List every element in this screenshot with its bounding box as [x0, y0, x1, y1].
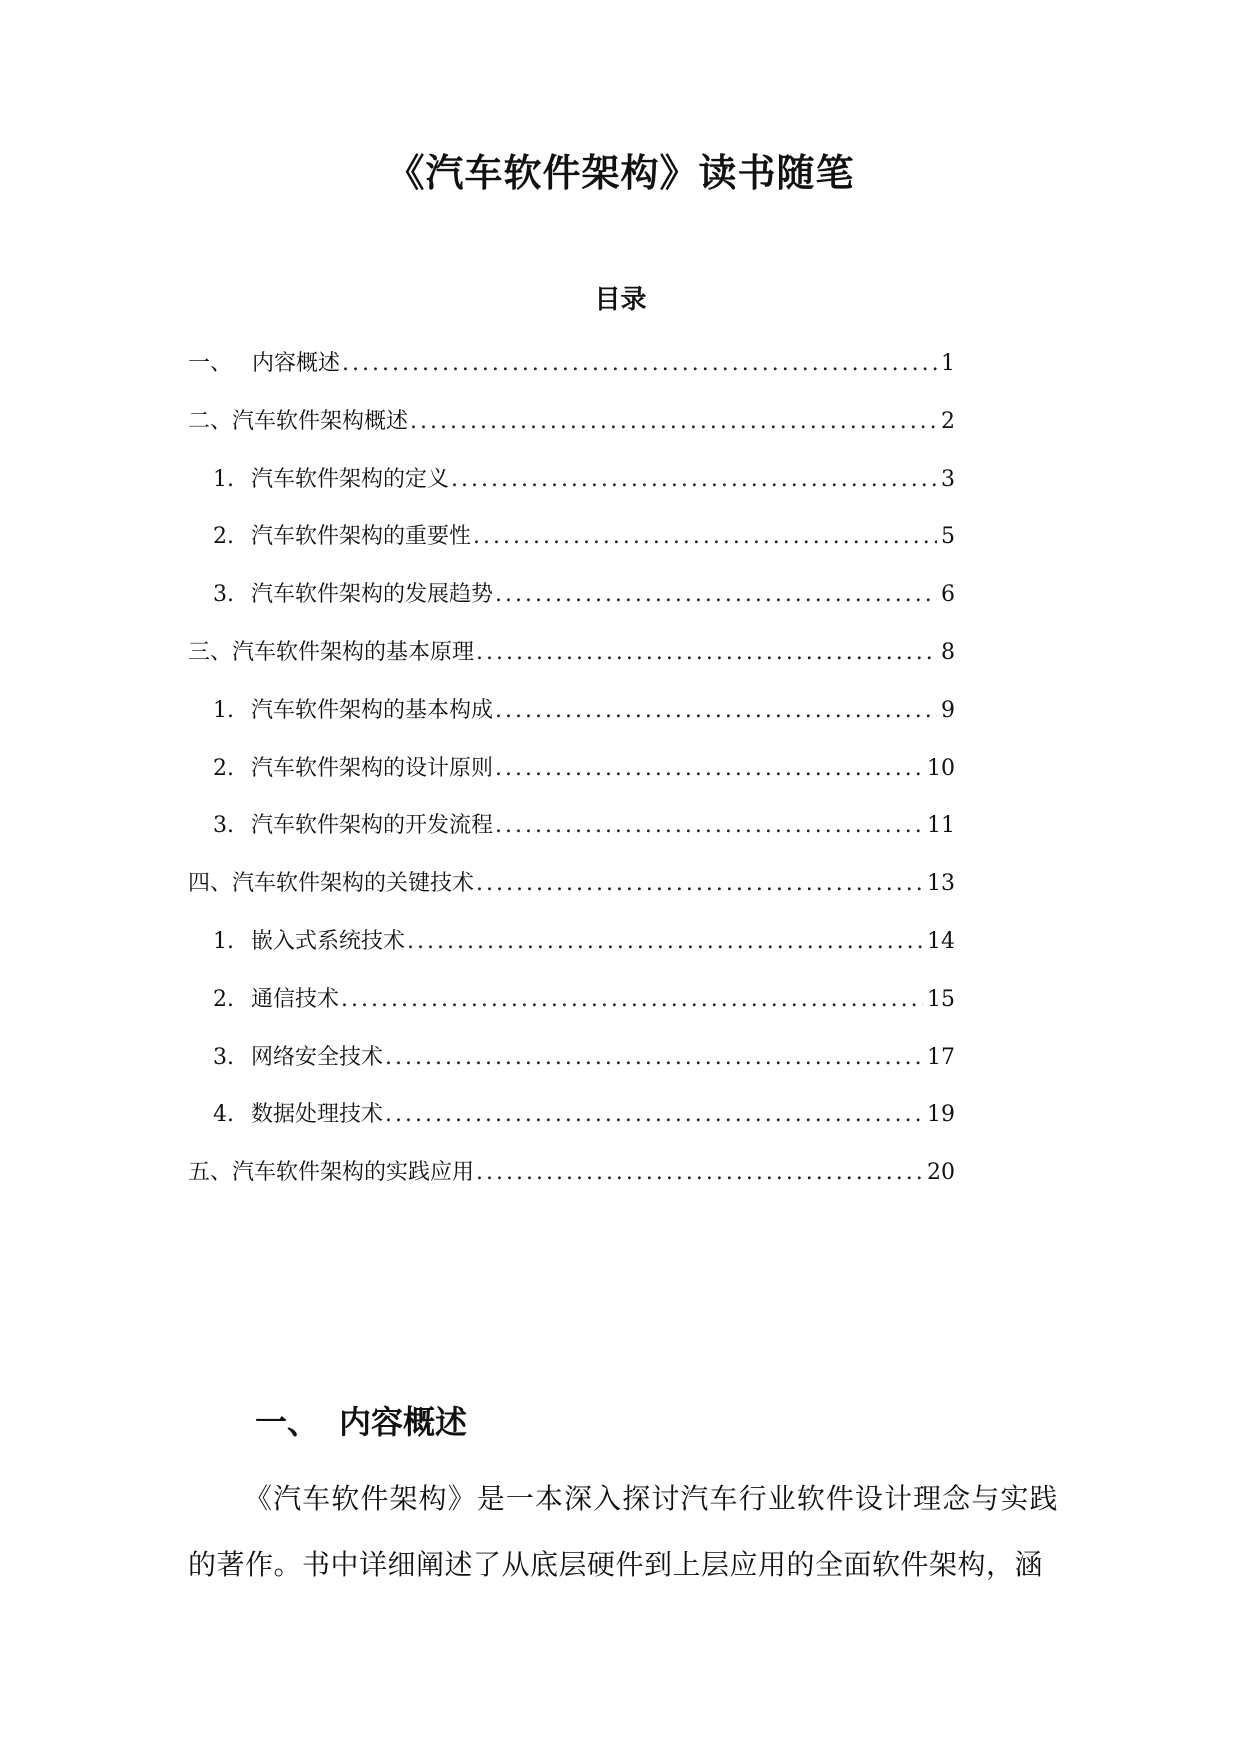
toc-entry-page: 5	[941, 524, 955, 549]
toc-entry-page: 20	[927, 1160, 955, 1185]
toc-entry-page: 3	[941, 467, 955, 492]
toc-dot-leader	[473, 520, 937, 554]
toc-dot-leader	[410, 405, 937, 439]
toc-entry-number: 2.	[213, 756, 234, 781]
toc-dot-leader	[495, 578, 937, 612]
toc-entry-page: 14	[927, 929, 955, 954]
toc-entry-text: 汽车软件架构的重要性	[251, 524, 472, 549]
toc-entry-number: 三、	[188, 640, 233, 665]
toc-entry-number: 二、	[188, 409, 233, 434]
body-paragraph: 《汽车软件架构》是一本深入探讨汽车行业软件设计理念与实践的著作。书中详细阐述了从底层硬件到上层应用的全面软件架构，涵	[188, 1482, 1058, 1581]
toc-entry-page: 19	[927, 1102, 955, 1127]
section-heading	[255, 1400, 467, 1444]
toc-entry-number: 2.	[213, 987, 234, 1012]
toc-entry-page: 8	[941, 640, 955, 665]
toc-heading: 目录	[594, 285, 647, 315]
toc-entry-page: 17	[927, 1045, 955, 1070]
toc-dot-leader	[476, 867, 923, 901]
toc-entry[interactable]	[213, 1041, 955, 1075]
toc-entry-number: 3.	[213, 1045, 234, 1070]
toc-entry-page: 15	[927, 987, 955, 1012]
toc-entry-number: 1.	[213, 929, 234, 954]
toc-dot-leader	[495, 694, 937, 728]
toc-dot-leader	[385, 1041, 923, 1075]
toc-entry-text: 通信技术	[251, 987, 340, 1012]
section-number: 一、	[255, 1403, 320, 1441]
toc-entry[interactable]	[188, 405, 955, 439]
toc-dot-leader	[495, 809, 923, 843]
toc-dot-leader	[342, 347, 937, 381]
toc-entry[interactable]	[213, 520, 955, 554]
toc-dot-leader	[451, 463, 937, 497]
toc-entry[interactable]	[188, 347, 955, 381]
toc-entry[interactable]	[213, 578, 955, 612]
toc-entry-text: 网络安全技术	[251, 1045, 384, 1070]
toc-entry[interactable]	[213, 752, 955, 786]
document-title: 《汽车软件架构》读书随笔	[386, 150, 855, 195]
toc-entry-number: 2.	[213, 524, 234, 549]
toc-entry-page: 1	[941, 351, 955, 376]
toc-entry-text: 数据处理技术	[251, 1102, 384, 1127]
toc-entry-number: 1.	[213, 698, 234, 723]
toc-entry-number: 一、	[188, 351, 233, 376]
toc-entry[interactable]	[213, 1098, 955, 1132]
toc-entry-number: 4.	[213, 1102, 234, 1127]
toc-entry-page: 9	[941, 698, 955, 723]
toc-entry-text: 汽车软件架构的发展趋势	[251, 582, 494, 607]
toc-entry-number: 四、	[188, 871, 233, 896]
toc-dot-leader	[476, 636, 937, 670]
toc-dot-leader	[341, 983, 923, 1017]
toc-entry-page: 11	[927, 813, 955, 838]
toc-entry[interactable]	[213, 809, 955, 843]
toc-entry-text: 汽车软件架构的基本构成	[251, 698, 494, 723]
toc-entry-text: 汽车软件架构概述	[232, 409, 409, 434]
toc-entry-page: 13	[927, 871, 955, 896]
toc-entry[interactable]	[213, 694, 955, 728]
toc-entry-text: 汽车软件架构的关键技术	[232, 871, 475, 896]
toc-entry-text: 汽车软件架构的基本原理	[232, 640, 475, 665]
toc-entry[interactable]	[213, 925, 955, 959]
toc-dot-leader	[407, 925, 923, 959]
toc-dot-leader	[476, 1156, 923, 1190]
toc-entry-number: 3.	[213, 582, 234, 607]
toc-entry[interactable]	[188, 867, 955, 901]
toc-dot-leader	[385, 1098, 923, 1132]
toc-entry-page: 2	[941, 409, 955, 434]
toc-entry-text: 汽车软件架构的定义	[251, 467, 450, 492]
toc-dot-leader	[495, 752, 923, 786]
toc-entry-page: 10	[927, 756, 955, 781]
toc-entry[interactable]	[188, 636, 955, 670]
toc-entry-text: 嵌入式系统技术	[251, 929, 406, 954]
toc-entry[interactable]	[213, 983, 955, 1017]
toc-entry-number: 1.	[213, 467, 234, 492]
toc-entry[interactable]	[213, 463, 955, 497]
toc-entry-number: 3.	[213, 813, 234, 838]
toc-entry-text: 汽车软件架构的设计原则	[251, 756, 494, 781]
toc-entry[interactable]	[188, 1156, 955, 1190]
toc-entry-text: 内容概述	[252, 351, 341, 376]
toc-entry-text: 汽车软件架构的实践应用	[232, 1160, 475, 1185]
section-title: 内容概述	[339, 1403, 468, 1441]
toc-entry-page: 6	[941, 582, 955, 607]
toc-entry-number: 五、	[188, 1160, 233, 1185]
toc-entry-text: 汽车软件架构的开发流程	[251, 813, 494, 838]
